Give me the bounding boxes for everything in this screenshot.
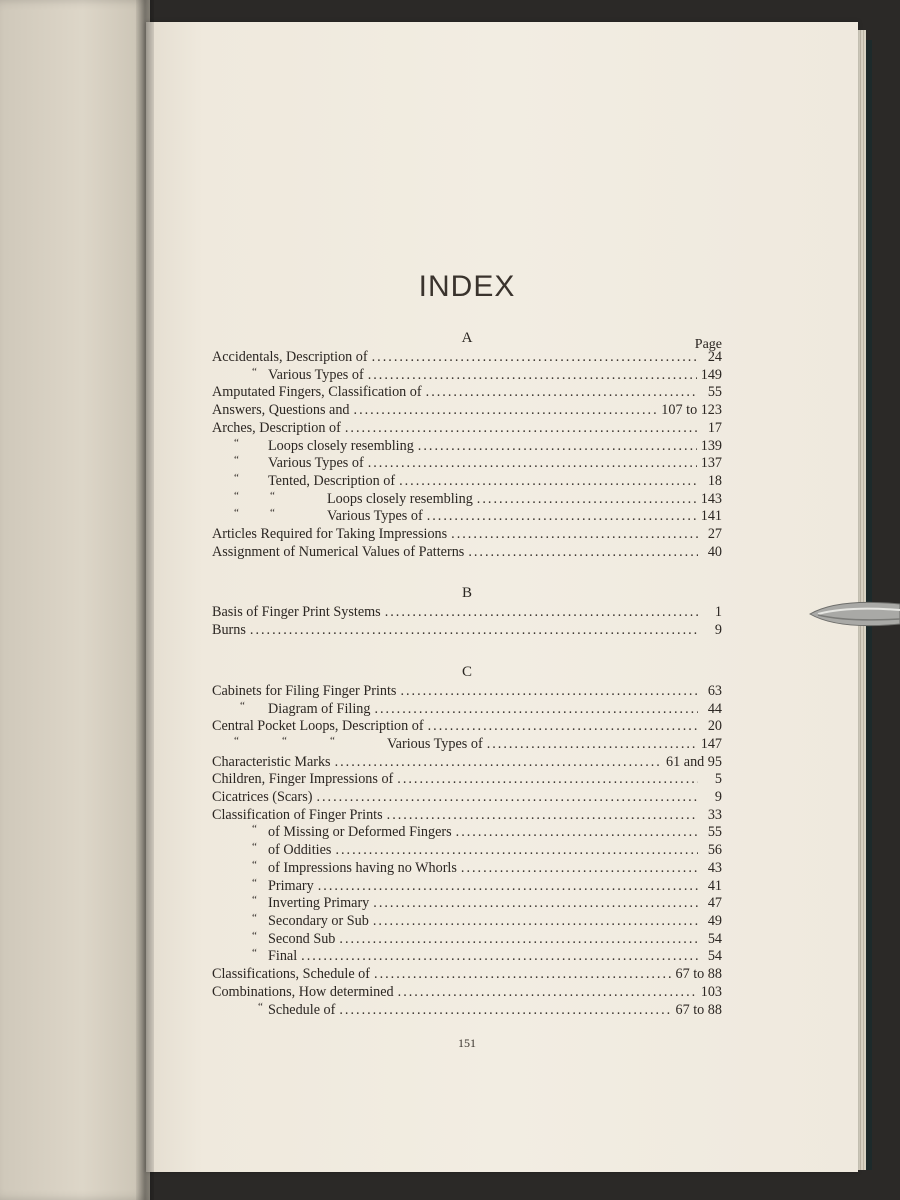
dot-leader — [385, 604, 698, 622]
entry-text: Basis of Finger Print Systems — [212, 604, 381, 621]
section-gap — [212, 561, 722, 575]
index-entry — [212, 420, 722, 438]
book-gutter — [136, 0, 154, 1200]
entry-label — [212, 789, 312, 807]
entry-label — [212, 349, 368, 367]
index-entry — [212, 842, 722, 860]
dot-leader — [368, 455, 697, 473]
dot-leader — [316, 789, 698, 807]
dot-leader — [335, 842, 698, 860]
index-entry — [212, 754, 722, 772]
entry-label — [212, 771, 393, 789]
page-number: 151 — [458, 1036, 476, 1050]
index-entry — [212, 824, 722, 842]
ditto-mark: “ — [234, 455, 239, 467]
dot-leader — [400, 683, 698, 701]
entry-label — [212, 718, 424, 736]
dot-leader — [374, 701, 698, 719]
index-entry — [212, 807, 722, 825]
index-sections — [212, 330, 722, 1019]
entry-label — [212, 842, 331, 860]
entry-page: 27 — [707, 526, 722, 543]
entry-text: Amputated Fingers, Classification of — [212, 384, 422, 401]
dot-leader — [345, 420, 698, 438]
entry-page: 147 — [700, 735, 722, 752]
entry-page: 107 to 123 — [661, 402, 722, 419]
entry-text: Answers, Questions and — [212, 402, 350, 419]
entry-page: 61 and 95 — [666, 753, 722, 770]
entry-text: Classifications, Schedule of — [212, 966, 371, 983]
index-entry — [212, 367, 722, 385]
entry-label — [212, 402, 350, 420]
ditto-mark: “ — [270, 508, 275, 520]
index-entry — [212, 701, 722, 719]
entry-page: 5 — [714, 771, 722, 788]
dot-leader — [374, 966, 671, 984]
entry-text: of Impressions having no Whorls — [268, 859, 457, 876]
entry-page: 139 — [700, 437, 722, 454]
ditto-mark: “ — [240, 700, 245, 712]
entry-label — [212, 367, 364, 385]
dot-leader — [468, 544, 698, 562]
index-entry — [212, 438, 722, 456]
dot-leader — [335, 754, 662, 772]
entry-text: Inverting Primary — [268, 895, 370, 912]
dot-leader — [397, 771, 698, 789]
entry-text: Accidentals, Description of — [212, 349, 368, 365]
entry-page: 149 — [700, 366, 722, 383]
entry-text: Characteristic Marks — [212, 753, 331, 770]
index-entry — [212, 931, 722, 949]
section-gap — [212, 640, 722, 654]
index-entry — [212, 622, 722, 640]
dot-leader — [372, 349, 698, 367]
entry-page: 9 — [714, 789, 722, 806]
index-entry — [212, 402, 722, 420]
entry-page: 18 — [707, 472, 722, 489]
entry-text: Various Types of — [268, 455, 364, 472]
entry-page: 55 — [707, 384, 722, 401]
entry-label — [212, 384, 422, 402]
entry-text: of Oddities — [268, 842, 332, 859]
index-page — [146, 22, 858, 1172]
section-letter: C — [461, 663, 472, 680]
entry-page: 56 — [707, 842, 722, 859]
entry-page: 43 — [707, 859, 722, 876]
entry-page: 20 — [707, 718, 722, 735]
entry-text: Various Types of — [387, 735, 483, 752]
entry-text: Central Pocket Loops, Description of — [212, 718, 424, 735]
entry-page: 55 — [707, 824, 722, 841]
index-entry — [212, 526, 722, 544]
ditto-mark: “ — [234, 472, 239, 484]
index-entry — [212, 604, 722, 622]
dot-leader — [428, 718, 698, 736]
entry-page: 137 — [700, 455, 722, 472]
dot-leader — [461, 860, 698, 878]
ditto-mark: “ — [252, 859, 257, 871]
entry-page: 24 — [707, 349, 722, 365]
entry-text: Cabinets for Filing Finger Prints — [212, 682, 397, 699]
dot-leader — [368, 367, 697, 385]
index-content — [212, 270, 722, 1019]
ditto-mark: “ — [252, 824, 257, 836]
dot-leader — [373, 895, 698, 913]
entry-text: Secondary or Sub — [268, 912, 369, 929]
entry-page: 54 — [707, 948, 722, 965]
entry-page: 33 — [707, 806, 722, 823]
index-entry — [212, 913, 722, 931]
entry-page: 41 — [707, 877, 722, 894]
entry-page: 47 — [707, 895, 722, 912]
index-entry — [212, 789, 722, 807]
entry-text: Arches, Description of — [212, 419, 341, 436]
entry-page: 44 — [707, 700, 722, 717]
index-entry — [212, 683, 722, 701]
entry-page: 63 — [707, 682, 722, 699]
dot-leader — [354, 402, 658, 420]
entry-page: 141 — [700, 508, 722, 525]
entry-page: 1 — [714, 604, 722, 621]
ditto-mark: “ — [282, 735, 287, 747]
entry-label — [212, 701, 370, 719]
index-entry — [212, 473, 722, 491]
entry-label — [212, 984, 394, 1002]
dot-leader — [477, 491, 697, 509]
entry-text: Loops closely resembling — [268, 437, 414, 454]
entry-text: Various Types of — [268, 366, 364, 383]
entry-label — [212, 683, 396, 701]
dot-leader — [250, 622, 698, 640]
entry-page: 40 — [707, 543, 722, 560]
section-letter: A — [461, 330, 473, 346]
entry-label — [212, 736, 483, 754]
dot-leader — [301, 948, 698, 966]
dot-leader — [318, 878, 698, 896]
index-entry — [212, 895, 722, 913]
entry-label — [212, 491, 473, 509]
index-entry — [212, 384, 722, 402]
index-entry — [212, 948, 722, 966]
dot-leader — [339, 1002, 671, 1020]
ditto-mark: “ — [330, 735, 335, 747]
ditto-mark: “ — [252, 366, 257, 378]
entry-text: Diagram of Filing — [268, 700, 371, 717]
entry-text: Second Sub — [268, 930, 336, 947]
dot-leader — [373, 913, 698, 931]
entry-label — [212, 455, 364, 473]
ditto-mark: “ — [258, 1001, 263, 1013]
entry-label — [212, 948, 297, 966]
entry-label — [212, 860, 457, 878]
page-clip-icon — [808, 596, 900, 632]
dot-leader — [427, 508, 697, 526]
ditto-mark: “ — [234, 437, 239, 449]
entry-label — [212, 754, 331, 772]
entry-text: Burns — [212, 622, 246, 639]
dot-leader — [426, 384, 698, 402]
entry-label — [212, 508, 423, 526]
entry-page: 67 to 88 — [675, 966, 722, 983]
entry-page: 9 — [714, 622, 722, 639]
index-entry — [212, 544, 722, 562]
index-entry — [212, 984, 722, 1002]
ditto-mark: “ — [234, 508, 239, 520]
entry-page: 143 — [700, 490, 722, 507]
page-column-header: Page — [694, 337, 722, 352]
dot-leader — [418, 438, 697, 456]
index-entry — [212, 736, 722, 754]
entry-text: of Missing or Deformed Fingers — [268, 824, 452, 841]
index-entry — [212, 1002, 722, 1020]
ditto-mark: “ — [234, 735, 239, 747]
entry-label — [212, 878, 314, 896]
index-entry — [212, 718, 722, 736]
dot-leader — [487, 736, 697, 754]
entry-text: Tented, Description of — [268, 472, 396, 489]
entry-label — [212, 420, 341, 438]
entry-label — [212, 544, 464, 562]
ditto-mark: “ — [252, 912, 257, 924]
entry-label — [212, 824, 452, 842]
entry-text: Assignment of Numerical Values of Patterns — [212, 543, 465, 560]
entry-text: Classification of Finger Prints — [212, 806, 383, 823]
entry-label — [212, 438, 414, 456]
index-entry — [212, 771, 722, 789]
entry-page: 103 — [700, 983, 722, 1000]
index-title: INDEX — [418, 270, 516, 303]
dot-leader — [387, 807, 698, 825]
dot-leader — [399, 473, 698, 491]
entry-text: Various Types of — [327, 508, 423, 525]
entry-text: Primary — [268, 877, 314, 894]
index-entry — [212, 860, 722, 878]
entry-page: 17 — [707, 419, 722, 436]
dot-leader — [456, 824, 698, 842]
entry-label — [212, 913, 369, 931]
ditto-mark: “ — [252, 895, 257, 907]
ditto-mark: “ — [252, 842, 257, 854]
dot-leader — [398, 984, 697, 1002]
entry-label — [212, 1002, 335, 1020]
index-entry — [212, 455, 722, 473]
entry-page: 49 — [707, 912, 722, 929]
index-entry — [212, 491, 722, 509]
index-entry — [212, 878, 722, 896]
entry-label — [212, 473, 395, 491]
entry-page: 67 to 88 — [675, 1001, 722, 1018]
entry-text: Articles Required for Taking Impressions — [212, 526, 448, 543]
dot-leader — [339, 931, 698, 949]
entry-text: Cicatrices (Scars) — [212, 789, 313, 806]
entry-label — [212, 604, 381, 622]
entry-text: Final — [268, 948, 298, 965]
entry-text: Children, Finger Impressions of — [212, 771, 394, 788]
ditto-mark: “ — [270, 490, 275, 502]
entry-label — [212, 895, 369, 913]
index-entry — [212, 508, 722, 526]
ditto-mark: “ — [252, 948, 257, 960]
section-letter: B — [461, 585, 472, 602]
entry-text: Schedule of — [268, 1001, 336, 1018]
entry-label — [212, 966, 370, 984]
dot-leader — [451, 526, 698, 544]
entry-label — [212, 807, 383, 825]
ditto-mark: “ — [252, 930, 257, 942]
index-entry — [212, 966, 722, 984]
entry-label — [212, 931, 335, 949]
ditto-mark: “ — [234, 490, 239, 502]
left-page — [0, 0, 150, 1200]
entry-label — [212, 526, 447, 544]
entry-page: 54 — [707, 930, 722, 947]
ditto-mark: “ — [252, 877, 257, 889]
entry-text: Loops closely resembling — [327, 490, 473, 507]
index-entry — [212, 349, 722, 367]
entry-text: Combinations, How determined — [212, 983, 394, 1000]
entry-label — [212, 622, 246, 640]
